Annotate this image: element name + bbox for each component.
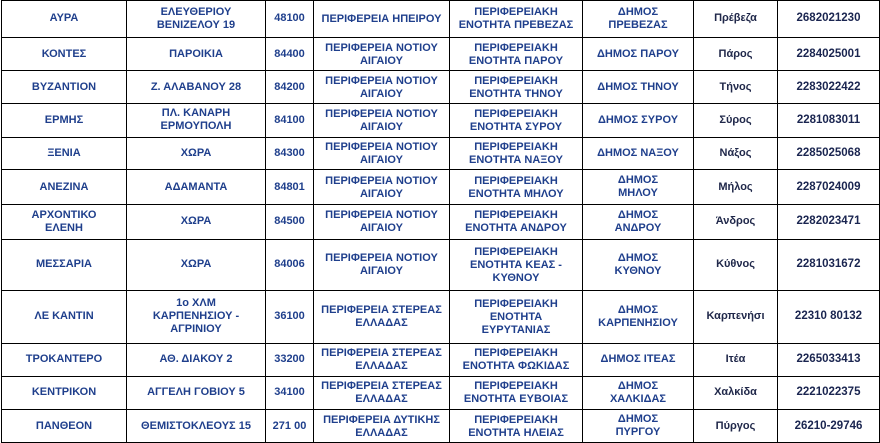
region-line: ΠΕΡΙΦΕΡΕΙΑ ΗΠΕΙΡΟΥ [321, 12, 442, 25]
cell-city: Πάρος [694, 37, 778, 71]
cell-phone: 2284025001 [778, 37, 880, 71]
name-line: ΤΡΟΚΑΝΤΕΡΟ [25, 353, 103, 366]
cell-region [314, 290, 450, 343]
cell-unit [450, 290, 583, 343]
municipality-line: ΔΗΜΟΣ ΝΑΞΟΥ [597, 147, 679, 160]
cell-region [314, 410, 450, 443]
region-line: ΑΙΓΑΙΟΥ [359, 154, 403, 167]
cell-tk: 33200 [266, 343, 314, 376]
cell-address [127, 137, 266, 170]
cell-unit [450, 239, 583, 290]
address-line: ΕΡΜΟΥΠΟΛΗ [160, 120, 232, 133]
hotel-table [1, 0, 880, 443]
cell-name [2, 376, 127, 410]
cell-municipality [583, 205, 694, 240]
cell-name [2, 170, 127, 205]
cell-municipality [583, 104, 694, 138]
unit-line: ΕΝΟΤΗΤΑ ΜΗΛΟΥ [468, 187, 564, 200]
cell-tk: 84200 [266, 71, 314, 104]
municipality-line: ΚΥΘΝΟΥ [614, 264, 662, 277]
unit-line: ΕΥΡΥΤΑΝΙΑΣ [481, 323, 551, 336]
address-line: ΕΛΕΥΘΕΡΙΟΥ [160, 5, 232, 18]
cell-region [314, 376, 450, 410]
municipality-line: ΠΡΕΒΕΖΑΣ [608, 18, 668, 31]
cell-municipality [583, 410, 694, 443]
unit-line: ΠΕΡΙΦΕΡΕΙΑΚΗ [474, 380, 558, 393]
cell-name [2, 104, 127, 138]
region-line: ΠΕΡΙΦΕΡΕΙΑ ΝΟΤΙΟΥ [325, 107, 438, 120]
region-line: ΠΕΡΙΦΕΡΕΙΑ ΣΤΕΡΕΑΣ [321, 347, 442, 360]
table-row [2, 37, 880, 71]
cell-phone: 2265033413 [778, 343, 880, 376]
cell-name [2, 290, 127, 343]
cell-address [127, 290, 266, 343]
municipality-line: ΔΗΜΟΣ [617, 251, 659, 264]
cell-municipality [583, 343, 694, 376]
municipality-line: ΠΥΡΓΟΥ [615, 426, 661, 439]
table-row [2, 343, 880, 376]
address-line: ΑΔΑΜΑΝΤΑ [164, 180, 228, 193]
address-line: ΠΛ. ΚΑΝΑΡΗ [161, 107, 231, 120]
cell-tk: 84300 [266, 137, 314, 170]
cell-region [314, 343, 450, 376]
cell-region [314, 205, 450, 240]
cell-municipality [583, 170, 694, 205]
address-line: ΠΑΡΟΙΚΙΑ [169, 47, 223, 60]
cell-phone: 2281083011 [778, 104, 880, 138]
cell-unit [450, 376, 583, 410]
cell-phone: 2287024009 [778, 170, 880, 205]
cell-region [314, 239, 450, 290]
name-line: ΑΡΧΟΝΤΙΚΟ [31, 208, 97, 221]
cell-municipality [583, 71, 694, 104]
unit-line: ΠΕΡΙΦΕΡΕΙΑΚΗ [474, 209, 558, 222]
table-row [2, 137, 880, 170]
region-line: ΑΙΓΑΙΟΥ [359, 222, 403, 235]
cell-name [2, 410, 127, 443]
name-line: ΑΥΡΑ [49, 12, 79, 25]
cell-tk: 84400 [266, 37, 314, 71]
table-row [2, 71, 880, 104]
unit-line: ΕΝΟΤΗΤΑ ΕΥΒΟΙΑΣ [463, 393, 569, 406]
cell-unit [450, 37, 583, 71]
cell-city: Νάξος [694, 137, 778, 170]
name-line: ΞΕΝΙΑ [47, 147, 81, 160]
cell-address [127, 205, 266, 240]
region-line: ΑΙΓΑΙΟΥ [359, 120, 403, 133]
cell-address [127, 410, 266, 443]
municipality-line: ΔΗΜΟΣ [617, 208, 659, 221]
unit-line: ΕΝΟΤΗΤΑ ΣΥΡΟΥ [469, 120, 563, 133]
region-line: ΠΕΡΙΦΕΡΕΙΑ ΝΟΤΙΟΥ [325, 74, 438, 87]
cell-name [2, 71, 127, 104]
municipality-line: ΔΗΜΟΣ [617, 303, 659, 316]
cell-city: Πύργος [694, 410, 778, 443]
unit-line: ΠΕΡΙΦΕΡΕΙΑΚΗ [474, 413, 558, 426]
cell-tk: 48100 [266, 1, 314, 38]
cell-city: Άνδρος [694, 205, 778, 240]
region-line: ΠΕΡΙΦΕΡΕΙΑ ΔΥΤΙΚΗΣ [323, 413, 440, 426]
cell-region [314, 170, 450, 205]
municipality-line: ΔΗΜΟΣ ΤΗΝΟΥ [597, 80, 679, 93]
address-line: ΒΕΝΙΖΕΛΟΥ 19 [156, 18, 236, 31]
cell-tk: 36100 [266, 290, 314, 343]
region-line: ΑΙΓΑΙΟΥ [359, 187, 403, 200]
cell-region [314, 104, 450, 138]
name-line: ΕΛΕΝΗ [45, 221, 83, 234]
cell-name [2, 239, 127, 290]
cell-unit [450, 410, 583, 443]
address-line: ΧΩΡΑ [180, 147, 212, 160]
region-line: ΑΙΓΑΙΟΥ [359, 54, 403, 67]
region-line: ΠΕΡΙΦΕΡΕΙΑ ΝΟΤΙΟΥ [325, 141, 438, 154]
municipality-line: ΔΗΜΟΣ ΣΥΡΟΥ [597, 113, 679, 126]
cell-name [2, 343, 127, 376]
table-row [2, 290, 880, 343]
cell-unit [450, 71, 583, 104]
unit-line: ΠΕΡΙΦΕΡΕΙΑΚΗ [474, 297, 558, 310]
region-line: ΕΛΛΑΔΑΣ [355, 426, 408, 439]
name-line: ΚΟΝΤΕΣ [41, 47, 87, 60]
cell-phone: 26210-29746 [778, 410, 880, 443]
cell-phone: 2282023471 [778, 205, 880, 240]
cell-city: Ιτέα [694, 343, 778, 376]
cell-phone: 22310 80132 [778, 290, 880, 343]
table-row [2, 104, 880, 138]
unit-line: ΠΕΡΙΦΕΡΕΙΑΚΗ [474, 245, 558, 258]
cell-tk: 84006 [266, 239, 314, 290]
cell-city: Κύθνος [694, 239, 778, 290]
unit-line: ΠΕΡΙΦΕΡΕΙΑΚΗ [474, 41, 558, 54]
cell-region [314, 71, 450, 104]
cell-address [127, 71, 266, 104]
address-line: ΧΩΡΑ [180, 258, 212, 271]
region-line: ΕΛΛΑΔΑΣ [355, 317, 408, 330]
region-line: ΑΙΓΑΙΟΥ [359, 87, 403, 100]
unit-line: ΕΝΟΤΗΤΑ ΗΛΕΙΑΣ [468, 426, 564, 439]
cell-name [2, 205, 127, 240]
unit-line: ΠΕΡΙΦΕΡΕΙΑΚΗ [474, 74, 558, 87]
table-body [2, 1, 880, 443]
cell-address [127, 239, 266, 290]
cell-city: Μήλος [694, 170, 778, 205]
region-line: ΑΙΓΑΙΟΥ [359, 265, 403, 278]
cell-unit [450, 343, 583, 376]
table-row [2, 1, 880, 38]
cell-phone: 2221022375 [778, 376, 880, 410]
address-line: ΑΓΡΙΝΙΟΥ [170, 323, 222, 336]
unit-line: ΕΝΟΤΗΤΑ ΑΝΔΡΟΥ [465, 222, 567, 235]
municipality-line: ΔΗΜΟΣ ΠΑΡΟΥ [596, 47, 680, 60]
cell-region [314, 1, 450, 38]
cell-tk: 84500 [266, 205, 314, 240]
cell-municipality [583, 37, 694, 71]
unit-line: ΠΕΡΙΦΕΡΕΙΑΚΗ [474, 107, 558, 120]
cell-phone: 2283022422 [778, 71, 880, 104]
municipality-line: ΑΝΔΡΟΥ [614, 221, 662, 234]
unit-line: ΕΝΟΤΗΤΑ ΠΡΕΒΕΖΑΣ [458, 19, 574, 32]
region-line: ΕΛΛΑΔΑΣ [355, 360, 408, 373]
cell-unit [450, 104, 583, 138]
unit-line: ΕΝΟΤΗΤΑ ΚΕΑΣ - [470, 258, 562, 271]
cell-unit [450, 205, 583, 240]
unit-line: ΠΕΡΙΦΕΡΕΙΑΚΗ [474, 6, 558, 19]
cell-tk: 271 00 [266, 410, 314, 443]
region-line: ΠΕΡΙΦΕΡΕΙΑ ΝΟΤΙΟΥ [325, 209, 438, 222]
unit-line: ΕΝΟΤΗΤΑ ΦΩΚΙΔΑΣ [462, 360, 570, 373]
region-line: ΠΕΡΙΦΕΡΕΙΑ ΣΤΕΡΕΑΣ [321, 380, 442, 393]
name-line: ΛΕ ΚΑΝΤΙΝ [34, 310, 94, 323]
municipality-line: ΔΗΜΟΣ [617, 379, 659, 392]
cell-phone: 2281031672 [778, 239, 880, 290]
cell-tk: 34100 [266, 376, 314, 410]
cell-phone: 2682021230 [778, 1, 880, 38]
municipality-line: ΧΑΛΚΙΔΑΣ [609, 392, 667, 405]
cell-name [2, 1, 127, 38]
name-line: ΑΝΕΖΙΝΑ [39, 180, 89, 193]
cell-city: Σύρος [694, 104, 778, 138]
address-line: ΘΕΜΙΣΤΟΚΛΕΟΥΣ 15 [141, 419, 251, 432]
cell-unit [450, 170, 583, 205]
municipality-line: ΔΗΜΟΣ ΙΤΕΑΣ [600, 353, 676, 366]
cell-address [127, 37, 266, 71]
cell-address [127, 1, 266, 38]
unit-line: ΠΕΡΙΦΕΡΕΙΑΚΗ [474, 347, 558, 360]
unit-line: ΕΝΟΤΗΤΑ ΤΗΝΟΥ [469, 87, 563, 100]
cell-unit [450, 1, 583, 38]
municipality-line: ΔΗΜΟΣ [617, 5, 659, 18]
unit-line: ΚΥΘΝΟΥ [492, 271, 540, 284]
cell-municipality [583, 290, 694, 343]
name-line: ΕΡΜΗΣ [44, 113, 84, 126]
table-row [2, 205, 880, 240]
municipality-line: ΜΗΛΟΥ [618, 187, 658, 200]
table-row [2, 376, 880, 410]
cell-region [314, 37, 450, 71]
unit-line: ΕΝΟΤΗΤΑ [489, 310, 543, 323]
unit-line: ΠΕΡΙΦΕΡΕΙΑΚΗ [474, 141, 558, 154]
cell-tk: 84801 [266, 170, 314, 205]
municipality-line: ΔΗΜΟΣ [617, 413, 659, 426]
address-line: ΚΑΡΠΕΝΗΣΙΟΥ - [152, 310, 240, 323]
cell-name [2, 37, 127, 71]
cell-address [127, 343, 266, 376]
table-row [2, 410, 880, 443]
region-line: ΠΕΡΙΦΕΡΕΙΑ ΣΤΕΡΕΑΣ [321, 304, 442, 317]
cell-region [314, 137, 450, 170]
cell-name [2, 137, 127, 170]
unit-line: ΕΝΟΤΗΤΑ ΝΑΞΟΥ [469, 154, 563, 167]
region-line: ΠΕΡΙΦΕΡΕΙΑ ΝΟΤΙΟΥ [325, 174, 438, 187]
region-line: ΕΛΛΑΔΑΣ [355, 393, 408, 406]
address-line: 1ο ΧΛΜ [176, 297, 216, 310]
cell-city: Τήνος [694, 71, 778, 104]
unit-line: ΠΕΡΙΦΕΡΕΙΑΚΗ [474, 174, 558, 187]
region-line: ΠΕΡΙΦΕΡΕΙΑ ΝΟΤΙΟΥ [325, 41, 438, 54]
name-line: ΚΕΝΤΡΙΚΟΝ [31, 386, 97, 399]
address-line: ΑΘ. ΔΙΑΚΟΥ 2 [159, 353, 233, 366]
address-line: ΑΓΓΕΛΗ ΓΟΒΙΟΥ 5 [147, 386, 245, 399]
unit-line: ΕΝΟΤΗΤΑ ΠΑΡΟΥ [468, 54, 564, 67]
table-row [2, 239, 880, 290]
municipality-line: ΔΗΜΟΣ [617, 174, 659, 187]
cell-unit [450, 137, 583, 170]
cell-city: Καρπενήσι [694, 290, 778, 343]
table-row [2, 170, 880, 205]
cell-city: Χαλκίδα [694, 376, 778, 410]
name-line: ΜΕΣΣΑΡΙΑ [36, 258, 92, 271]
address-line: Ζ. ΑΛΑΒΑΝΟΥ 28 [150, 80, 242, 93]
address-line: ΧΩΡΑ [180, 215, 212, 228]
cell-municipality [583, 239, 694, 290]
municipality-line: ΚΑΡΠΕΝΗΣΙΟΥ [598, 316, 678, 329]
cell-municipality [583, 376, 694, 410]
cell-municipality [583, 137, 694, 170]
cell-address [127, 104, 266, 138]
cell-address [127, 376, 266, 410]
name-line: ΒΥΖΑΝΤΙΟΝ [31, 80, 97, 93]
region-line: ΠΕΡΙΦΕΡΕΙΑ ΝΟΤΙΟΥ [325, 252, 438, 265]
cell-tk: 84100 [266, 104, 314, 138]
cell-city: Πρέβεζα [694, 1, 778, 38]
cell-municipality [583, 1, 694, 38]
cell-address [127, 170, 266, 205]
name-line: ΠΑΝΘΕΟΝ [35, 419, 93, 432]
cell-phone: 2285025068 [778, 137, 880, 170]
